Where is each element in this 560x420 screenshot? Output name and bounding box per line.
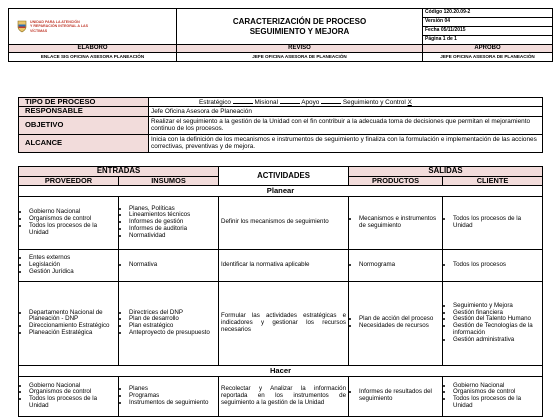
list-item: • Plan de acción del proceso (359, 316, 440, 323)
proveedor-header: PROVEEDOR (19, 176, 119, 185)
header-table (8, 8, 553, 62)
process-matrix-table (18, 166, 543, 417)
list-item: • Legislación (29, 262, 116, 269)
actividad-cell: Identificar la normativa aplicable (219, 249, 349, 281)
elaboro-label: ELABORO (9, 45, 177, 53)
insumos-cell (119, 249, 219, 281)
tipo-proceso-options: Estratégico Misional Apoyo Seguimiento y Control X (149, 98, 543, 107)
fecha-field: Fecha 05/11/2015 (423, 27, 553, 36)
list-item: • Gestión de Tecnologías de la información (453, 323, 540, 337)
objetivo-label: OBJETIVO (19, 116, 149, 134)
table-row (19, 249, 543, 281)
reviso-value: JEFE OFICINA ASESORA DE PLANEACIÓN (177, 53, 423, 62)
version-field: Versión 04 (423, 18, 553, 27)
list-item: • Anteproyecto de presupuesto (129, 330, 216, 337)
proveedor-cell (19, 376, 119, 416)
list-item: • Instrumentos de seguimiento (129, 400, 216, 407)
list-item: • Necesidades de recursos (359, 323, 440, 330)
reviso-label: REVISO (177, 45, 423, 53)
codigo-field: Código 120.20.09-2 (423, 9, 553, 18)
list-item: • Planeación Estratégica (29, 330, 116, 337)
list-item: • Departamento Nacional de Planeación - DNP (29, 310, 116, 324)
list-item: • Gobierno Nacional (453, 383, 540, 390)
aprobo-value: JEFE OFICINA ASESORA DE PLANEACIÓN (423, 53, 553, 62)
actividad-cell: Formular las actividades estratégicas e indicadores y gestionar los recursos necesarios (219, 281, 349, 365)
responsable-value: Jefe Oficina Asesora de Planeación (149, 107, 543, 116)
list-item: • Informes de resultados del seguimiento (359, 389, 440, 403)
tipo-proceso-label: TIPO DE PROCESO (19, 98, 149, 107)
productos-cell (349, 196, 443, 249)
entradas-header: ENTRADAS (19, 167, 219, 177)
list-item: • Gestión administrativa (453, 337, 540, 344)
list-item: • Plan de desarrollo (129, 316, 216, 323)
list-item: • Gobierno Nacional (29, 383, 116, 390)
list-item: • Entes externos (29, 255, 116, 262)
list-item: • Normatividad (129, 233, 216, 240)
list-item: • Planes (129, 386, 216, 393)
productos-cell (349, 281, 443, 365)
logo-cell (9, 9, 177, 45)
proveedor-cell (19, 196, 119, 249)
elaboro-value: ENLACE SIG OFICINA ASESORA PLANEACIÓN (9, 53, 177, 62)
cliente-cell (443, 249, 543, 281)
actividad-cell: Recolectar y Analizar la información reportada en los instrumentos de seguimiento a la gestión de la Unidad (219, 376, 349, 416)
cliente-header: CLIENTE (443, 176, 543, 185)
list-item: • Organismos de control (29, 216, 116, 223)
productos-cell (349, 376, 443, 416)
planear-section: Planear (19, 185, 543, 196)
table-row (19, 196, 543, 249)
insumos-cell (119, 281, 219, 365)
alcance-label: ALCANCE (19, 134, 149, 152)
list-item: • Seguimiento y Mejora (453, 303, 540, 310)
table-row (19, 376, 543, 416)
list-item: • Todos los procesos (453, 262, 540, 269)
document-title: CARACTERIZACIÓN DE PROCESO SEGUIMIENTO Y MEJORA (177, 9, 423, 45)
list-item: • Informes de gestión (129, 219, 216, 226)
cliente-cell (443, 196, 543, 249)
list-item: • Directrices del DNP (129, 310, 216, 317)
actividad-cell: Definir los mecanismos de seguimiento (219, 196, 349, 249)
list-item: • Gobierno Nacional (29, 209, 116, 216)
insumos-cell (119, 196, 219, 249)
list-item: • Todos los procesos de la Unidad (453, 396, 540, 410)
insumos-header: INSUMOS (119, 176, 219, 185)
tipo-proceso-mark: X (407, 98, 412, 106)
table-row (19, 281, 543, 365)
logo-text: UNIDAD PARA LA ATENCIÓN Y REPARACIÓN INTEGRAL A LAS VÍCTIMAS (30, 20, 89, 33)
actividades-header: ACTIVIDADES (219, 167, 349, 186)
pagina-field: Página 1 de 1 (423, 36, 553, 45)
list-item: • Programas (129, 393, 216, 400)
list-item: • Direccionamiento Estratégico (29, 323, 116, 330)
productos-cell (349, 249, 443, 281)
list-item: • Normativa (129, 262, 216, 269)
list-item: • Plan estratégico (129, 323, 216, 330)
objetivo-value: Realizar el seguimiento a la gestión de la Unidad con el fin contribuir a la adecuada toma de decisiones que permitan el mejoramiento continuo de los procesos. (149, 116, 543, 134)
list-item: • Todos los procesos de la Unidad (29, 223, 116, 237)
proveedor-cell (19, 281, 119, 365)
process-info-table (18, 97, 543, 153)
list-item: • Organismos de control (29, 389, 116, 396)
salidas-header: SALIDAS (349, 167, 543, 177)
list-item: • Gestión financiera (453, 310, 540, 317)
productos-header: PRODUCTOS (349, 176, 443, 185)
list-item: • Gestión del Talento Humano (453, 316, 540, 323)
list-item: • Todos los procesos de la Unidad (29, 396, 116, 410)
list-item: • Informes de auditoria (129, 226, 216, 233)
cliente-cell (443, 376, 543, 416)
insumos-cell (119, 376, 219, 416)
list-item: • Planes, Políticas (129, 206, 216, 213)
proveedor-cell (19, 249, 119, 281)
responsable-label: RESPONSABLE (19, 107, 149, 116)
coat-of-arms-icon (17, 20, 27, 33)
list-item: • Lineamientos técnicos (129, 212, 216, 219)
hacer-section: Hacer (19, 365, 543, 376)
list-item: • Gestión Jurídica (29, 269, 116, 276)
list-item: • Normograma (359, 262, 440, 269)
list-item: • Organismos de control (453, 389, 540, 396)
list-item: • Todos los procesos de la Unidad (453, 216, 540, 230)
list-item: • Mecanismos e instrumentos de seguimiento (359, 216, 440, 230)
cliente-cell (443, 281, 543, 365)
aprobo-label: APROBO (423, 45, 553, 53)
alcance-value: Inicia con la definición de los mecanismos e instrumentos de seguimiento y finaliza con la formulación e implementación de las acciones correctivas, preventivas y de mejora. (149, 134, 543, 152)
